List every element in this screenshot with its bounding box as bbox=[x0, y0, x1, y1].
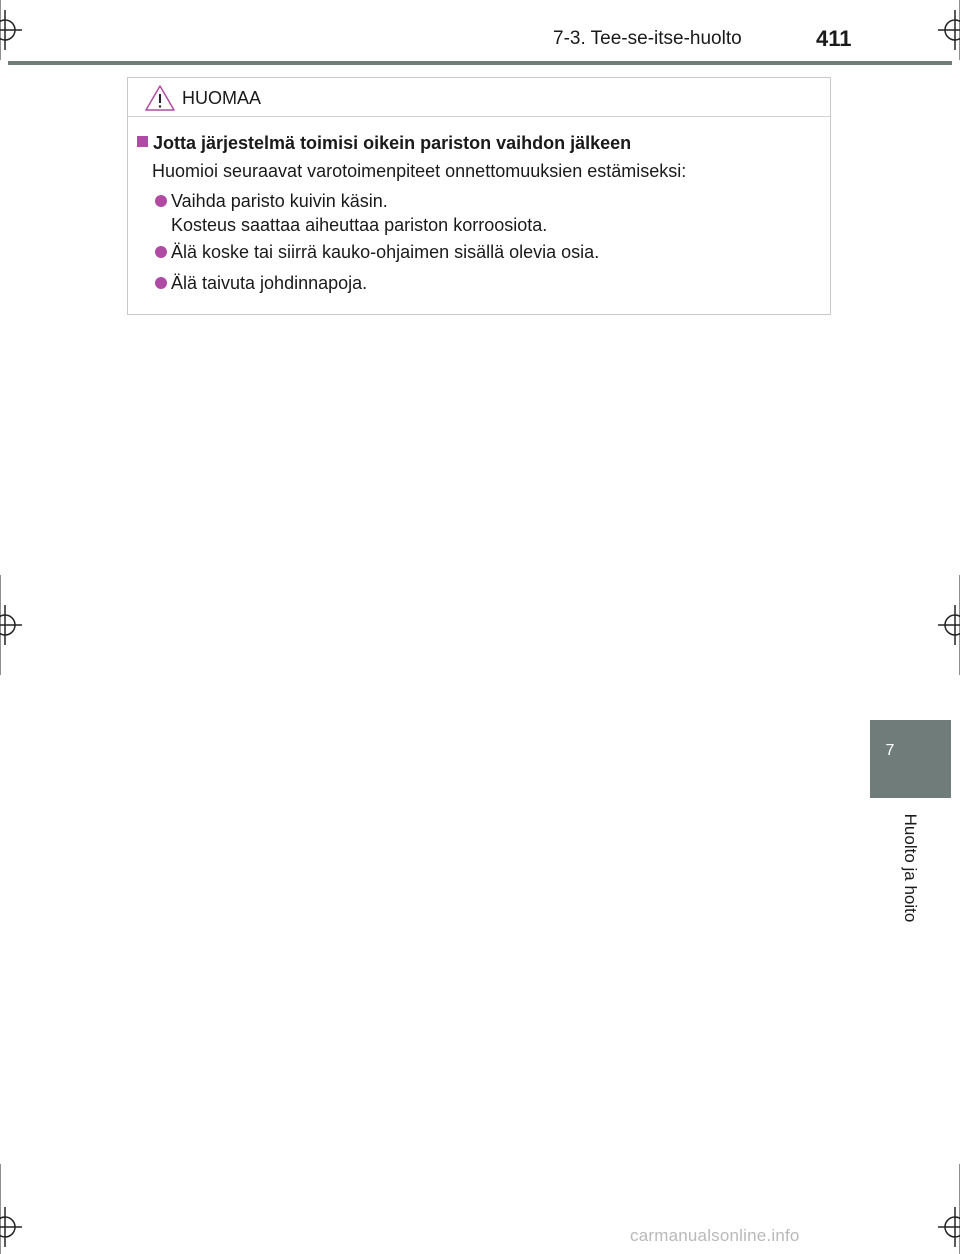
list-item bbox=[171, 189, 547, 237]
notice-box bbox=[127, 77, 831, 315]
header-divider bbox=[8, 61, 952, 65]
list-item-line: Kosteus saattaa aiheuttaa pariston korroosiota. bbox=[171, 215, 548, 235]
list-item-line: Vaihda paristo kuivin käsin. bbox=[171, 191, 388, 211]
list-item: Älä taivuta johdinnapoja. bbox=[171, 273, 368, 293]
notice-intro: Huomioi seuraavat varotoimenpiteet onnettomuuksien estämiseksi: bbox=[152, 161, 687, 181]
crop-mark-bottom-left bbox=[0, 1164, 30, 1254]
crop-mark-mid-left bbox=[0, 575, 30, 675]
crop-mark-top-left bbox=[0, 0, 30, 60]
crop-mark-top-right bbox=[930, 0, 960, 60]
notice-heading: Jotta järjestelmä toimisi oikein pariston vaihdon jälkeen bbox=[153, 133, 632, 153]
page-number: 411 bbox=[816, 26, 852, 51]
list-item: Älä koske tai siirrä kauko-ohjaimen sisällä olevia osia. bbox=[171, 242, 600, 262]
square-bullet-icon bbox=[137, 136, 148, 147]
chapter-number: 7 bbox=[885, 742, 895, 759]
bullet-dot-icon bbox=[155, 277, 167, 289]
warning-triangle-icon bbox=[144, 84, 176, 117]
bullet-dot-icon bbox=[155, 246, 167, 258]
bullet-dot-icon bbox=[155, 195, 167, 207]
section-title: 7-3. Tee-se-itse-huolto bbox=[553, 28, 742, 49]
watermark: carmanualsonline.info bbox=[630, 1226, 800, 1245]
crop-mark-bottom-right bbox=[930, 1164, 960, 1254]
chapter-title: Huolto ja hoito bbox=[901, 813, 920, 923]
crop-mark-mid-right bbox=[930, 575, 960, 675]
chapter-tab bbox=[870, 720, 951, 798]
notice-header bbox=[128, 78, 830, 117]
notice-label: HUOMAA bbox=[182, 88, 262, 108]
